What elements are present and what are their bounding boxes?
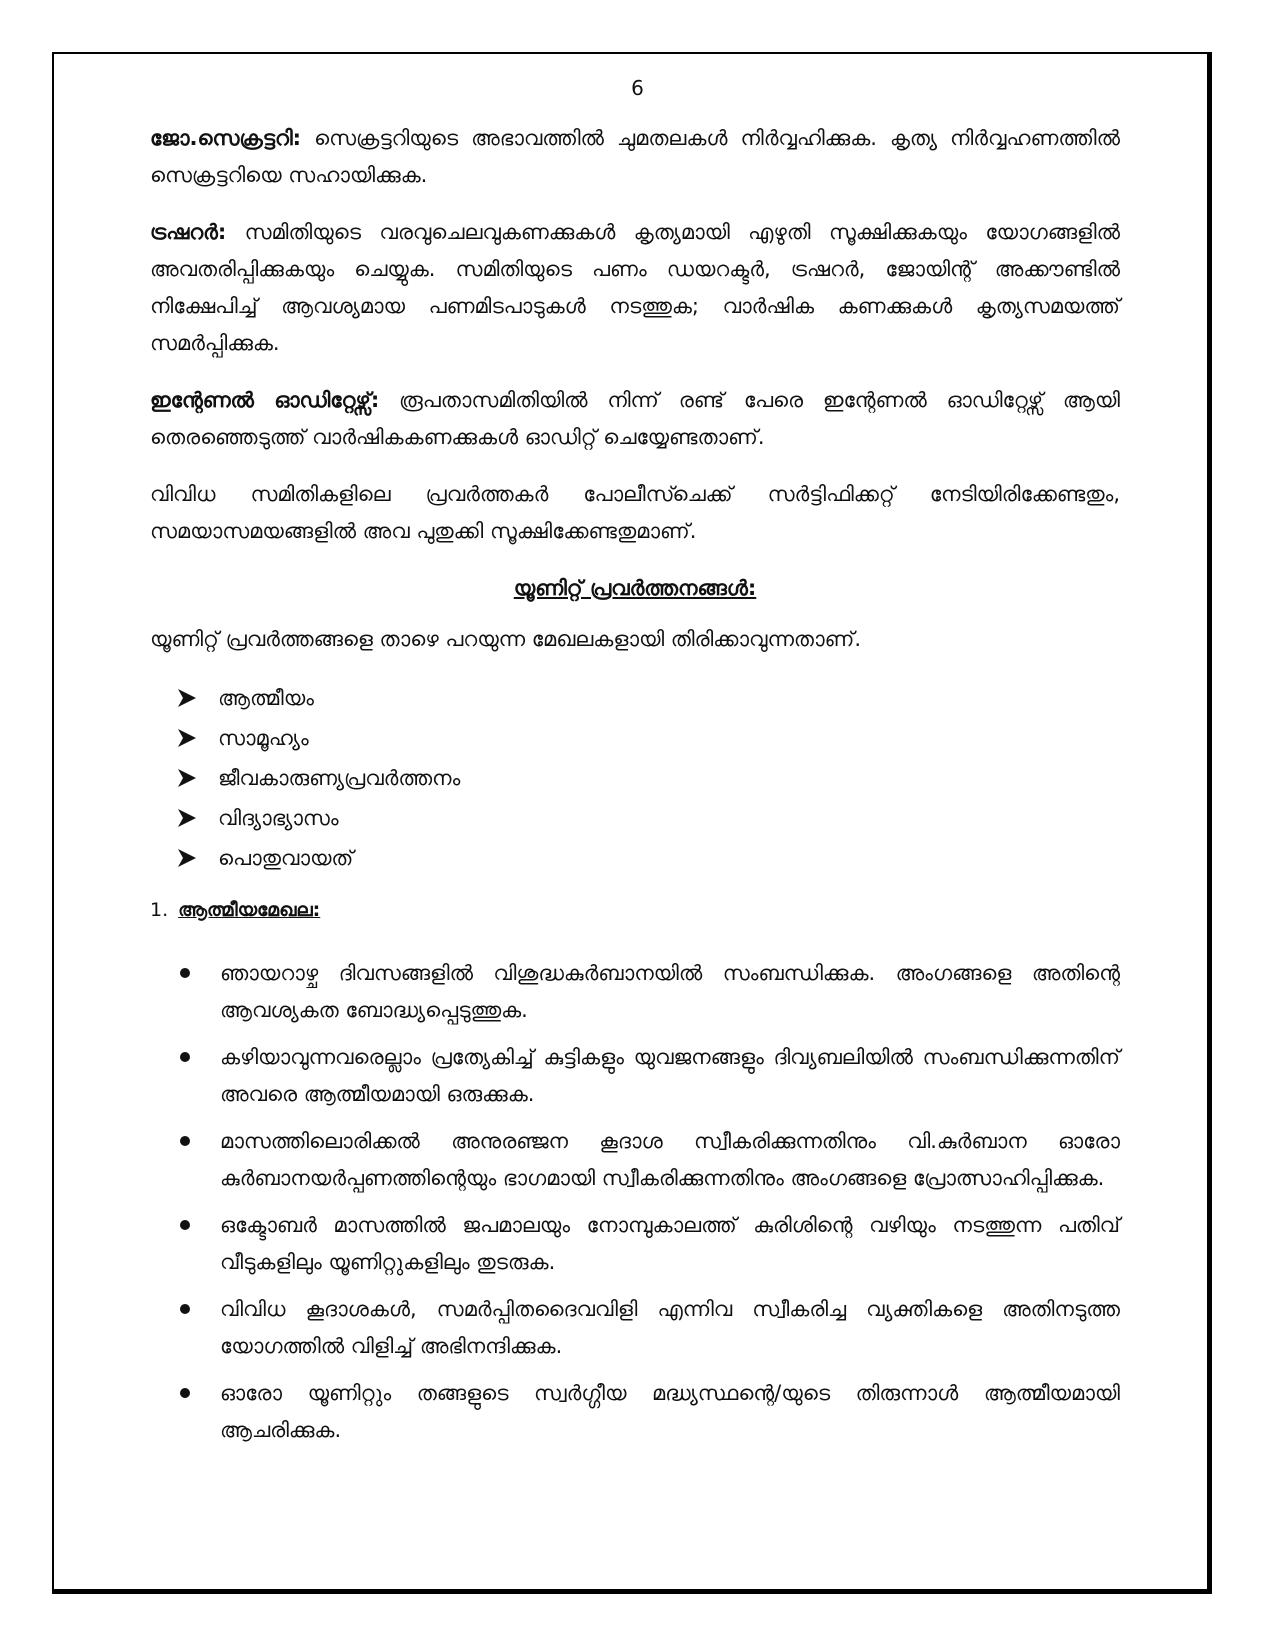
section-heading: യൂണിറ്റ് പ്രവർത്തനങ്ങൾ:	[513, 576, 757, 600]
term-joint-secretary: ജോ.സെക്രട്ടറി:	[150, 126, 302, 150]
paragraph-text: സെക്രട്ടറിയുടെ അഭാവത്തിൽ ചുമതലകൾ നിർവ്വഹിക്കുക. കൃത്യ നിർവ്വഹണത്തിൽ സെക്രട്ടറിയെ സഹായിക്കുക.	[150, 126, 1120, 187]
list-item	[176, 678, 1120, 718]
paragraph-joint-secretary	[150, 120, 1120, 194]
list-item-label: ആത്മീയം	[218, 686, 314, 710]
term-treasurer: ട്രഷറർ:	[150, 220, 227, 244]
term-internal-auditors: ഇന്റേണൽ ഓഡിറ്റേഴ്സ്:	[150, 388, 380, 412]
arrow-bullet-icon	[176, 847, 198, 869]
bullet-dot-icon	[180, 1052, 190, 1062]
section-intro: യൂണിറ്റ് പ്രവർത്തങ്ങളെ താഴെ പറയുന്ന മേഖലകളായി തിരിക്കാവുന്നതാണ്.	[150, 627, 861, 651]
list-item	[180, 1123, 1120, 1197]
bullet-text: ഓരോ യൂണിറ്റും തങ്ങളുടെ സ്വർഗ്ഗീയ മദ്ധ്യസ്ഥന്റെ/യുടെ തിരുന്നാൾ ആത്മീയമായി ആചരിക്കുക.	[220, 1381, 1120, 1442]
bullet-text: കഴിയാവുന്നവരെല്ലാം പ്രത്യേകിച്ച് കുട്ടികളും യുവജനങ്ങളും ദിവ്യബലിയിൽ സംബന്ധിക്കുന്നതിന് അവരെ ആത്മീയമായി ഒരുക്കുക.	[220, 1045, 1120, 1106]
paragraph-text: രൂപതാസമിതിയിൽ നിന്ന് രണ്ട് പേരെ ഇന്റേണൽ ഓഡിറ്റേഴ്സ് ആയി തെരഞ്ഞെടുത്ത് വാർഷികകണക്കുകൾ ഓഡിറ്റ് ചെയ്യേണ്ടതാണ്.	[150, 388, 1120, 449]
arrow-bullet-icon	[176, 807, 198, 829]
areas-list	[150, 678, 1120, 878]
subsection-number: 1.	[150, 899, 169, 921]
list-item	[176, 798, 1120, 838]
arrow-bullet-icon	[176, 767, 198, 789]
bullet-dot-icon	[180, 968, 190, 978]
subsection-title: ആത്മീയമേഖല:	[178, 899, 321, 921]
list-item	[180, 955, 1120, 1029]
list-item-label: സാമൂഹ്യം	[218, 726, 309, 750]
paragraph-police-check	[150, 476, 1120, 550]
list-item	[176, 838, 1120, 878]
bullet-dot-icon	[180, 1304, 190, 1314]
arrow-bullet-icon	[176, 727, 198, 749]
bullet-dot-icon	[180, 1220, 190, 1230]
paragraph-text: വിവിധ സമിതികളിലെ പ്രവർത്തകർ പോലീസ്ചെക്ക് സർട്ടിഫിക്കറ്റ് നേടിയിരിക്കേണ്ടതും, സമയാസമയങ്ങളിൽ അവ പുതുക്കി സൂക്ഷിക്കേണ്ടതുമാണ്.	[150, 482, 1120, 543]
list-item-label: വിദ്യാഭ്യാസം	[218, 806, 339, 830]
spiritual-bullets	[150, 955, 1120, 1449]
bullet-text: വിവിധ കൂദാശകൾ, സമർപ്പിതദൈവവിളി എന്നിവ സ്വീകരിച്ച വ്യക്തികളെ അതിനടുത്ത യോഗത്തിൽ വിളിച്ച് അഭിനന്ദിക്കുക.	[220, 1297, 1120, 1358]
document-body	[150, 120, 1120, 1459]
bullet-text: ഒക്ടോബർ മാസത്തിൽ ജപമാലയും നോമ്പുകാലത്ത് കുരിശിന്റെ വഴിയും നടത്തുന്ന പതിവ് വീടുകളിലും യൂണിറ്റുകളിലും തുടരുക.	[220, 1213, 1120, 1274]
list-item	[180, 1291, 1120, 1365]
list-item-label: പൊതുവായത്	[218, 846, 354, 870]
bullet-dot-icon	[180, 1388, 190, 1398]
list-item	[180, 1375, 1120, 1449]
list-item	[180, 1039, 1120, 1113]
list-item	[176, 718, 1120, 758]
paragraph-internal-auditors	[150, 382, 1120, 456]
page-number: 6	[631, 76, 644, 100]
paragraph-text: സമിതിയുടെ വരവുചെലവുകണക്കുകൾ കൃത്യമായി എഴുതി സൂക്ഷിക്കുകയും യോഗങ്ങളിൽ അവതരിപ്പിക്കുകയും ചെയ്യുക. സമിതിയുടെ പണം ഡയറക്ടർ, ട്രഷറർ, ജോയിന്റ് അക്കൗണ്ടിൽ നിക്ഷേപിച്ച് ആവശ്യമായ പണമിടപാടുകൾ നടത്തുക; വാർഷിക കണക്കുകൾ കൃത്യസമയത്ത് സമർപ്പിക്കുക.	[150, 220, 1120, 355]
list-item	[176, 758, 1120, 798]
bullet-dot-icon	[180, 1136, 190, 1146]
list-item	[180, 1207, 1120, 1281]
list-item-label: ജീവകാരുണ്യപ്രവർത്തനം	[218, 766, 461, 790]
paragraph-treasurer	[150, 214, 1120, 362]
bullet-text: ഞായറാഴ്ച ദിവസങ്ങളിൽ വിശുദ്ധകുർബാനയിൽ സംബന്ധിക്കുക. അംഗങ്ങളെ അതിന്റെ ആവശ്യകത ബോദ്ധ്യപ്പെടുത്തുക.	[220, 961, 1120, 1022]
arrow-bullet-icon	[176, 687, 198, 709]
subsection-heading	[150, 892, 1120, 929]
bullet-text: മാസത്തിലൊരിക്കൽ അനുരഞ്ജന കൂദാശ സ്വീകരിക്കുന്നതിനും വി.കുർബാന ഓരോ കുർബാനയർപ്പണത്തിന്റെയും ഭാഗമായി സ്വീകരിക്കുന്നതിനും അംഗങ്ങളെ പ്രോത്സാഹിപ്പിക്കുക.	[220, 1129, 1120, 1190]
